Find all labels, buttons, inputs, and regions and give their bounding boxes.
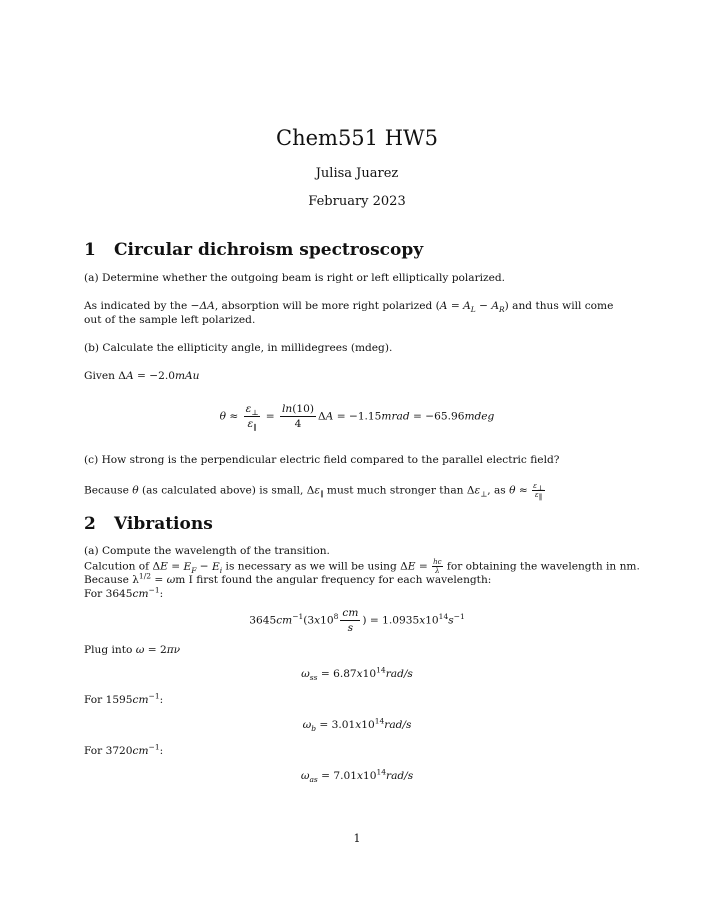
author-name: Julisa Juarez [315, 166, 399, 181]
question-2a: (a) Compute the wavelength of the transition. [84, 545, 330, 557]
question-1b: (b) Calculate the ellipticity angle, in millidegrees (mdeg). [84, 342, 393, 354]
for-3720: For $3720cm^{-1}$: [84, 742, 164, 757]
omega-as-equation: $\omega_{as} = 7.01x10^{14}rad/s$ [300, 767, 414, 785]
calculation-line: Calcution of $\Delta E = E_F - E_i$ is necessary as we will be using ΔE = $\frac{hc}{\lambda}$ for obtaining the wavelength in nm. [84, 558, 640, 575]
question-1a: (a) Determine whether the outgoing beam is right or left elliptically polarized. [84, 272, 506, 284]
answer-1c: Because θ (as calculated above) is small, $\Delta\varepsilon_\parallel$ must much stronger than $\Delta\varepsilon_\perp$, as θ ≈ $\frac{\varepsilon_\perp}{\varepsilon_\parallel}$ [84, 482, 544, 502]
answer-1a-line1: As indicated by the −ΔA, absorption will be more right polarized $(A = A_L - A_R)$ and thus will come [84, 300, 614, 315]
section-2-title: Vibrations [114, 514, 213, 534]
frequency-equation: $3645cm^{-1}(3x10^8$ $\frac{cm}{s}$ ) = $1.0935x10^{14}s^{-1}$ [249, 607, 465, 634]
omega-ss-equation: $\omega_{ss} = 6.87x10^{14}rad/s$ [301, 665, 413, 683]
for-3645: For $3645cm^{-1}$: [84, 585, 164, 600]
page-number: 1 [353, 832, 361, 845]
section-1-number: 1 [84, 240, 96, 260]
for-1595: For $1595cm^{-1}$: [84, 691, 164, 706]
plug-into-omega: Plug into ω = 2πν [84, 644, 181, 656]
section-1-heading [84, 240, 423, 260]
answer-1a-line2: out of the sample left polarized. [84, 314, 256, 326]
question-1c: (c) How strong is the perpendicular electric field compared to the parallel electric field? [84, 454, 560, 466]
section-2-heading [84, 514, 213, 534]
angular-frequency-intro: Because $\lambda^{1/2} = \omega m$ I first found the angular frequency for each wavelength: [84, 571, 492, 586]
ellipticity-equation: θ ≈ $\frac{\varepsilon_\perp}{\varepsilon_\parallel}$ = $\frac{\ln(10)}{4}$ ΔA = −1.15mrad = −65.96mdeg [219, 403, 495, 433]
document-date: February 2023 [308, 194, 406, 209]
omega-b-equation: $\omega_b = 3.01x10^{14}rad/s$ [302, 716, 412, 734]
section-1-title: Circular dichroism spectroscopy [114, 240, 424, 260]
section-2-number: 2 [84, 514, 96, 534]
given-statement: Given ΔA = −2.0mAu [84, 370, 200, 382]
document-title: Chem551 HW5 [276, 126, 438, 150]
